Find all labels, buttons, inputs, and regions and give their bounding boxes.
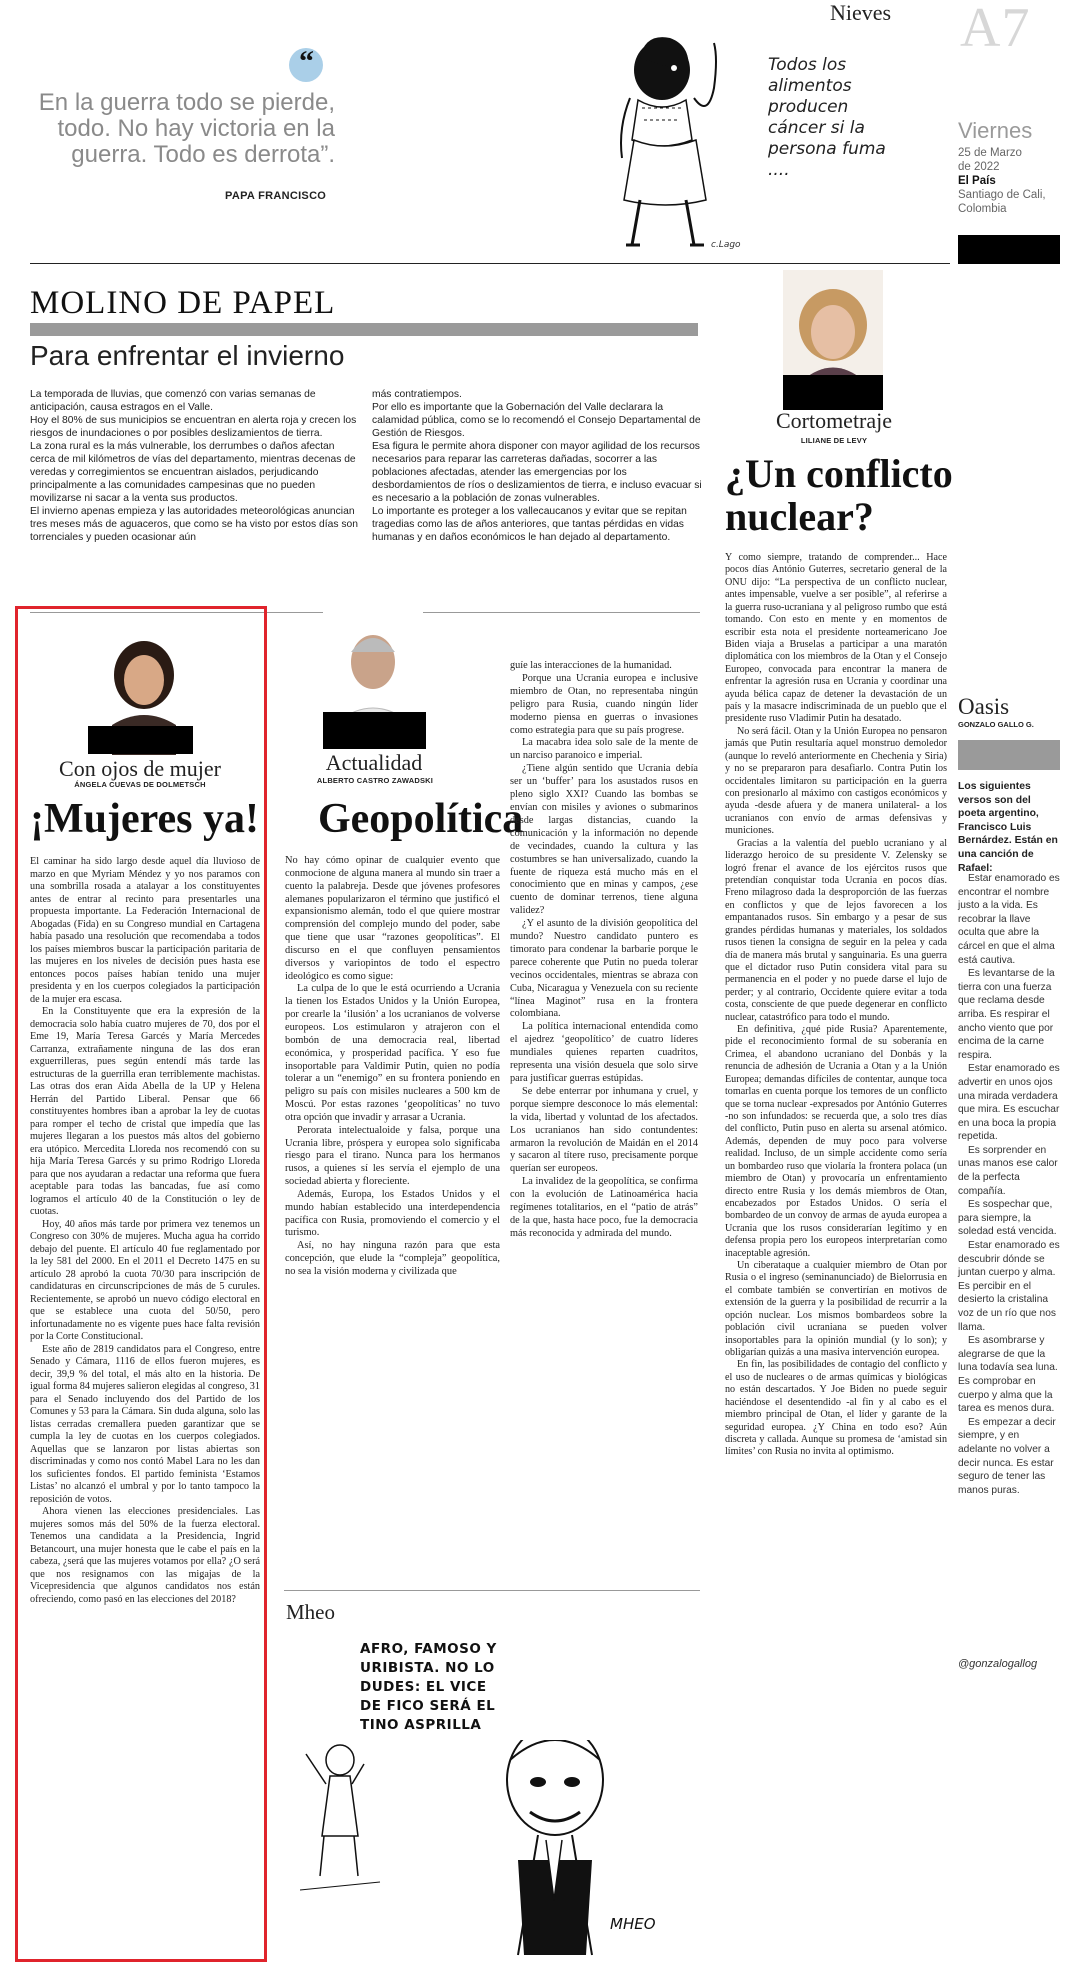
paper-name: El País — [958, 175, 996, 187]
date-block — [958, 146, 1068, 216]
paragraph: Hoy, 40 años más tarde por primera vez tenemos un Congreso con 30% de mujeres. Mucha agua ha corrido debajo del puente. El artículo 40 fue reglamentado por la ley 581 del 2000. En el 2011 el Decreto 1475 en su artículo 28 aprobó la cuota 70/30 para inscripción de candidaturas en circunscripciones de más de 5 curules. Recientemente, se aprobó un nuevo código electoral en que se establece una cuota del 50/50, pero infortunadamente no es vigente pues hace falta revisión por la Corte Constitucional. — [30, 1218, 260, 1342]
headline-mujeres-ya: ¡Mujeres ya! — [30, 796, 259, 842]
paragraph: Estar enamorado es advertir en unos ojos una mirada verdadera que mira. Es escuchar en una boca la propia repetida. — [958, 1063, 1060, 1143]
headline-geopolitica: Geopolítica — [318, 796, 524, 842]
paragraph: El caminar ha sido largo desde aquel día lluvioso de marzo en que Myriam Méndez y yo nos paramos con una sombrilla rosada a atalayar a los constituyentes antes de entrar al recinto para presentarles una propuesta importante. La Federación Internacional de Abogadas (Fida) en su Congreso mundial en Cartagena había pasado una resolución que recomendaba a todos los países miembros buscar la participación paritaria de las mujeres en los niveles de decisión pues hasta ese entonces pocos países habían tenido una mujer presidenta y en los cuerpos colegiados la participación de la mujer era escasa. — [30, 856, 260, 1005]
date-weekday: Viernes — [958, 118, 1033, 143]
redacted-box — [958, 235, 1060, 264]
column-author-cuevas: ÁNGELA CUEVAS DE DOLMETSCH — [74, 780, 206, 789]
oasis-bar — [958, 740, 1060, 770]
paragraph: La invalidez de la geopolítica, se confirma con la evolución de Latinoamérica hacia regímenes totalitarios, en el “patio de atrás” de la que, hasta hace poco, fue la democracia más reconocida y admirada del mundo. — [510, 1176, 698, 1239]
paragraph: Es empezar a decir siempre, y en adelante no volver a decir nunca. Es estar seguro de tener las manos puras. — [958, 1416, 1056, 1496]
paragraph: Se debe enterrar por inhumana y cruel, y porque siempre desconoce lo más elemental: la vida, libertad y voluntad de los afectados. Los ucranianos han sido contundentes: armaron la revolución de Maidán en el 2014 y sacaron al títere ruso, precisamente porque querían ser europeos. — [510, 1085, 698, 1175]
paragraph: Este año de 2819 candidatos para el Congreso, entre Senado y Cámara, 1116 de ellos fueron mujeres, es decir, 39,9 % del total, el más alto en la historia. De igual forma 84 mujeres salieron elegidas al congreso, 31 para el Senado incluyendo dos del Partido de los Comunes y 53 para la Cámara. Sin duda alguna, solo las listas cerradas cremallera pueden garantizar que se cumpla la ley de cuotas en los cuerpos colegiados. Aquellas que se lanzaron por listas abiertas son discriminadas y como nos contó Mabel Lara no les dan los suficientes fondos. El partido feminista ‘Estamos Listas’ no alcanzó el umbral y por lo tanto tampoco la reposición de votos. — [30, 1343, 260, 1505]
page-number: A7 — [960, 0, 1031, 59]
paragraph: Porque una Ucrania europea e inclusive miembro de Otan, no representaba ningún peligro para Rusia, cuando ningún líder moderno piensa en guerras o invasiones como estrategia para que su país progrese. — [510, 672, 698, 736]
redacted-box — [323, 712, 426, 749]
masthead-quote: En la guerra todo se pierde, todo. No hay victoria en la guerra. Todo es derrota”. — [38, 89, 335, 168]
cartoon-label: Nieves — [830, 0, 892, 25]
date-line-1: 25 de Marzo — [958, 147, 1022, 159]
paragraph: Gracias a la valentía del pueblo ucraniano y al liderazgo heroico de su presidente V. Zelensky se logró frenar el avance de los ejércitos rusos que pretendían conquistar toda Ucrania en pocos días. Freno milagroso dada la desproporción de las fuerzas en conflictos y que de lejos favorecen a los empantanados rusos. Sin embargo y a pesar de sus grandes pérdidas humanas y materiales, los soldados rusos tienen la consigna de seguir en la pelea y cada día de manera más brutal y sanguinaria. Es una guerra que el dictador ruso Putin considera vital para su permanencia en el poder y no puede darse el lujo de perder; y al contrario, Occidente quiere evitar a toda costa, consciente de que puede degenerar en conflicto nuclear, catastrófico para todo el mundo. — [725, 837, 947, 1023]
section-title: MOLINO DE PAPEL — [30, 285, 336, 321]
column-author-castro: ALBERTO CASTRO ZAWADSKI — [316, 776, 434, 785]
paragraph: Es levantarse de la tierra con una fuerza que reclama desde arriba. Es respirar el ancho viento que por encima de la carne respira. — [958, 968, 1055, 1061]
paragraph: Perorata intelectualoide y falsa, porque una Ucrania libre, próspera y europea solo significaba riesgo para el tirano. Nunca para los hermanos rusos, a quienes sí les servía el ejemplo de una sociedad abierta y floreciente. — [285, 1124, 500, 1188]
cartoon-signature-mheo: MHEO — [610, 1915, 656, 1933]
paragraph: Es asombrarse y alegrarse de que la luna todavía sea luna. Es comprobar en cuerpo y alma que la tarea es menos dura. — [958, 1335, 1058, 1415]
column-name-oasis: Oasis — [958, 694, 1010, 719]
paragraph: En la Constituyente que era la expresión de la democracia solo había cuatro mujeres de 70, dos por el Eme 19, María Teresa Garcés y María Mercedes Carranza, extrañamente ninguna de las dos eran exguerrilleras, pues según entendí más tarde las estructuras de la guerrilla eran terriblemente machistas. Las otras dos eran Aida Abella de la UP y Helena Herrán del Partido Liberal. Pensar que 66 constituyentes hombres iban a aprobar la ley de cuotas para romper el techo de cristal que impedía que las mujeres llegaran a los puestos más altos del gobierno era utópico. Mercedita Lloreda nos recomendó con su hija María Teresa Garcés y su primo Rodrigo Lloreda para que nos ayudaran a redactar una reforma que fuera aceptable para todas las bancadas, fue así como logramos el artículo 40 de la Constitución o ley de cuotas. — [30, 1006, 260, 1217]
column-author-levy: LILIANE DE LEVY — [800, 436, 868, 445]
article-body-geopolitica-col2 — [510, 660, 698, 1241]
cartoon-caption: Todos los alimentos producen cáncer si la persona fuma .... — [768, 55, 886, 180]
paragraph: Así, no hay ninguna razón para que esta concepción, que elude la “compleja” geopolítica, no sea la visión moderna y civilizada que — [285, 1240, 500, 1277]
cartoon-speech: AFRO, FAMOSO Y URIBISTA. NO LO DUDES: EL VICE DE FICO SERÁ EL TINO ASPRILLA — [360, 1641, 497, 1733]
paragraph: No hay cómo opinar de cualquier evento que conmocione de alguna manera al mundo sin traer a cuento la palabreja. Desde que jóvenes profesores alemanes popularizaron el término que justificó el expansionismo alemán, todo el que quiere mostrar comprensión del complejo mundo del poder, sabe que tiene que usar “razones geopolíticas”. El discurso en el que confluyen pensamientos diversos y variopintos de todo el espectro ideológico es como sigue: — [285, 855, 500, 982]
editorial-headline: Para enfrentar el invierno — [30, 340, 345, 371]
redacted-box — [88, 726, 193, 754]
paragraph: guíe las interacciones de la humanidad. — [510, 660, 672, 671]
article-body-geopolitica-col1 — [285, 855, 500, 1279]
paragraph: ¿Tiene algún sentido que Ucrania debía ser un ‘buffer’ para los asustados rusos en pleno siglo XXI? Cuando las bombas se envían con misiles y aviones o submarinos desde largas distancias, cuando la comunicación y la información no depende de vecindades, cuando la cultura y las costumbres se han universalizado, cuando la fuente de riqueza está mucho más en el conocimiento que en minas y campos, ¿ese cuento de dominar terrenos, tiene alguna validez? — [510, 763, 698, 917]
masthead-divider — [30, 263, 950, 264]
paragraph: En definitiva, ¿qué pide Rusia? Aparentemente, pide el reconocimiento formal de su soberanía en Crimea, el abandono ucraniano del Donbás y la renuncia de adhesión de Ucrania a Otan y a la Unión Europea; demandas difíciles de contentar, aunque toca tomarlas en cuenta porque los temores de un conflicto que se torna nuclear -expresados por António Guterres -no son infundados: se recuerda que, a solo tres días del conflicto, Putin puso en alerta su arsenal atómico. Además, dependen de muy poco para volverse realidad. Incluso, de un simple accidente como sería un bombardeo ruso que violaría la frontera polaca (un miembro de Otan) y provocaría un enfrentamiento directo entre Rusia y los demás miembros de Otan, encabezados por Estados Unidos. O sería el bombardeo de un convoy de armas de ayuda europea a Ucrania que los rusos considerarían legítimo y en defensa propia pero los europeos interpretarían como inaceptable agresión. — [725, 1024, 947, 1259]
paragraph: ¿Y el asunto de la división geopolítica del mundo? Nuestro candidato puntero es timorato para condenar la barbarie porque le parece coherente que Putin no pueda tolerar vecinos occidentales, mientras se abraza con Cuba, Nicaragua y Venezuela con su reciente “línea Maginot” rusa en la frontera colombiana. — [510, 918, 698, 1020]
geopolitica-divider — [284, 1590, 700, 1591]
cartoon-label-mheo: Mheo — [286, 1600, 335, 1624]
nieves-cartoon — [600, 28, 770, 253]
paragraph: Además, Europa, los Estados Unidos y el mundo habían establecido una interdependencia pacífica con Rusia, promoviendo el comercio y el turismo. — [285, 1188, 500, 1239]
paragraph: Y como siempre, tratando de comprender... Hace pocos días António Guterres, secretario general de la ONU dijo: “La perspectiva de un conflicto nuclear, antes impensable, vuelve a ser posible”, al referirse a la guerra ruso-ucraniana y al peligroso rumbo que está tomando. Con esto en mente y en momentos de escribir esta nota el presidente norteamericano Joe Biden viaja a Bruselas a participar a una maratón diplomática con los miembros de la Otan y el Consejo Europeo, convocada para encontrar la manera de enfrentar la agresión rusa en Ucrania y coordinar una ayuda bélica capaz de detener la devastación de un país y la masacre indiscriminada de un pueblo que el presidente ruso Vladimir Putin ha desatado. — [725, 552, 947, 725]
column-author-gallo: GONZALO GALLO G. — [958, 720, 1034, 729]
paragraph: Estar enamorado es descubrir dónde se juntan cuerpo y alma. Es percibir en el desierto la cristalina voz de un río que nos llama. — [958, 1240, 1060, 1333]
article-body-mujeres — [30, 856, 260, 1606]
paragraph: Un ciberataque a cualquier miembro de Otan por Rusia o el ingreso (seminanunciado) de Bielorrusia en el combate también se convertirían en motivos de extensión de la guerra y la posibilidad de recurrir a la opción nuclear. Los mismos bombardeos sobre la población civil ucraniana se pueden volver insoportables para la opinión mundial (y lo son); y obligarían quizás a una masiva intervención europea. — [725, 1260, 947, 1358]
cartoon-signature: c.Lago — [711, 240, 741, 250]
column-name-con-ojos-de-mujer: Con ojos de mujer — [59, 756, 221, 781]
section-bar — [30, 323, 698, 336]
paragraph: Es sorprender en unas manos ese calor de la perfecta compañía. — [958, 1144, 1058, 1197]
city: Santiago de Cali, — [958, 189, 1046, 201]
oasis-verses — [958, 872, 1060, 1497]
paragraph: En fin, las posibilidades de contagio del conflicto y el uso de nucleares o de armas químicas y biológicas no están descartados. Y Joe Biden no puede seguir haciéndose el desentendido -al fin y al cabo es el miembro principal de Otan, el líder y garante de la seguridad europea. ¿Y China en todo eso? Aún discreta y callada. Aunque su promesa de ‘amistad sin límites’ con Rusia no invita al optimismo. — [725, 1359, 947, 1458]
date-line-2: de 2022 — [958, 161, 1000, 173]
paragraph: La culpa de lo que le está ocurriendo a Ucrania la tienen los Estados Unidos y la Unión Europea, por crearle la ‘ilusión’ a los ucranianos de volverse europeos. Los estimularon y atrajeron con el bombón de una democracia real, libertad económica, y prosperidad pacífica. Y eso fue insoportable para Valdimir Putin, quien no podía tolerar a un “enemigo” en su frontera poniendo en peligro su país con misiles nucleares a 500 km de Moscú. Por estas razones ‘geopolíticas’ no tuvo otra opción que invadir y arrasar a Ucrania. — [285, 983, 500, 1123]
headline-conflicto-nuclear: ¿Un conflicto nuclear? — [725, 451, 953, 539]
column-name-actualidad: Actualidad — [325, 750, 423, 775]
article-body-cortometraje — [725, 552, 947, 1459]
editorial-column-1: La temporada de lluvias, que comenzó con varias semanas de anticipación, causa estragos en el Valle. Hoy el 80% de sus municipios se encuentran en alerta roja y crecen los riesgos de inundaciones o por posibles deslizamientos de tierra. La zona rural es la más vulnerable, los derrumbes o daños afectan cerca de mil kilómetros de vías del departamento, mientras decenas de veredas y corregimientos se encuentran aislados, perjudicando principalmente a las comunidades campesinas que no pueden movilizarse ni sacar a la venta sus productos. El invierno apenas empieza y las autoridades meteorológicas anuncian tres meses más de aguaceros, que como se ha visto por estos días son torrenciales y pueden ocasionar aún — [30, 389, 358, 543]
oasis-handle: @gonzalogallog — [958, 1658, 1038, 1670]
paragraph: La macabra idea solo sale de la mente de un narciso paranoico e imperial. — [510, 737, 698, 762]
column-name-cortometraje: Cortometraje — [775, 408, 893, 433]
paragraph: No será fácil. Otan y la Unión Europea no pensaron jamás que Putin resultaría aquel monstruo demoledor (aunque lo reveló anteriormente en Chechenia y Siria) y no se prepararon para desafiarlo. Contra Putin los occidentales limitaron su participación en la guerra con presionarlo al máximo con castigos económicos y ayuda -desde afuera y de manera unilateral- a los ucranianos con envío de armas defensivas y municiones. — [725, 725, 947, 837]
editorial-column-2: más contratiempos. Por ello es importante que la Gobernación del Valle declarara la calamidad pública, como se lo recomendó el Consejo Departamental de Gestión de Riesgos. Esa figura le permite ahora disponer con mayor agilidad de los recursos necesarios para reparar las carreteras dañadas, socorrer a las poblaciones afectadas, atender las emergencias por los desbordamientos de ríos o deslizamientos de tierra, e incluso evacuar si es necesario a la población de zonas vulnerables. Lo importante es proteger a los vallecaucanos y evitar que se repitan tragedias como las de años anteriores, que tantas pérdidas en vidas humanas y en daños económicos le han dejado al departamento. — [372, 389, 702, 543]
quote-mark-icon: “ — [289, 48, 323, 82]
redacted-box — [783, 375, 883, 410]
paragraph: Es sospechar que, para siempre, la soledad está vencida. — [958, 1199, 1057, 1238]
masthead-quote-attribution: PAPA FRANCISCO — [225, 190, 327, 202]
paragraph: Ahora vienen las elecciones presidenciales. Las mujeres somos más del 50% de la fuerza electoral. Tenemos una candidata a la Presidencia, Ingrid Betancourt, una mujer honesta que le cabe el país en la cabeza, ¿será que las mujeres votamos por ella? ¿O será que nos resignamos con las migajas de la Vicepresidencia que algunos candidatos nos están ofreciendo, como pasó en las elecciones del 2018? — [30, 1506, 260, 1605]
oasis-intro: Los siguientes versos son del poeta argentino, Francisco Luis Bernárdez. Están en una canción de Rafael: — [958, 781, 1058, 874]
paragraph: Estar enamorado es encontrar el nombre justo a la vida. Es recobrar la llave oculta que abre la cárcel en que el alma está cautiva. — [958, 873, 1060, 966]
paragraph: La política internacional entendida como el ajedrez ‘geopolítico’ de cuatro líderes mundiales quienes reparten cuadritos, representa una visión desuela que solo sirve para justificar guerras estúpidas. — [510, 1021, 698, 1084]
country: Colombia — [958, 203, 1007, 215]
